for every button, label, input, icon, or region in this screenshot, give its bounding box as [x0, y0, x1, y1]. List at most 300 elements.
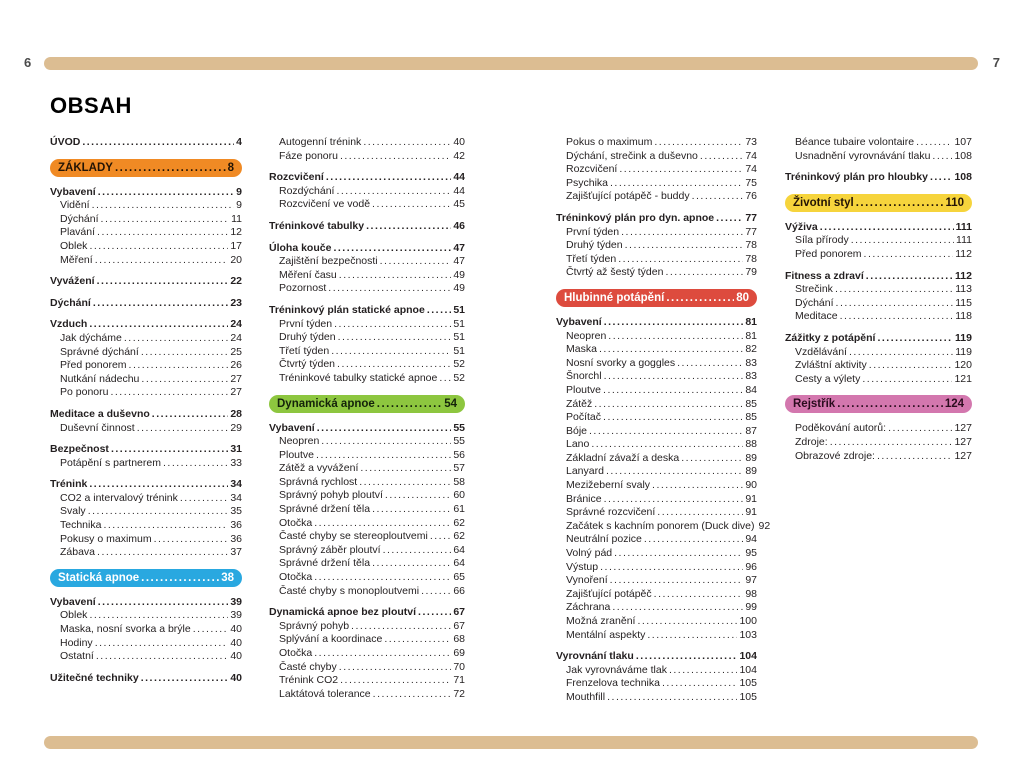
toc-entry-label: Otočka [279, 516, 313, 529]
toc-entry-page: 66 [453, 584, 465, 597]
toc-entry [269, 503, 465, 517]
toc-entry-page: 47 [453, 241, 465, 254]
toc-entry [556, 330, 757, 344]
dot-leader [101, 213, 230, 227]
toc-entry-label: Šnorchl [566, 370, 602, 383]
toc-entry-label: Maska, nosní svorka a brýle [60, 623, 191, 636]
toc-entry [50, 136, 242, 150]
toc-entry [785, 283, 972, 297]
dot-leader [103, 519, 228, 533]
toc-entry-label: Dýchání [50, 296, 91, 309]
toc-entry-label: Zajišťující potápěč - buddy [566, 190, 690, 203]
dot-leader [594, 398, 743, 412]
dot-leader [851, 234, 954, 248]
toc-entry-label: Nutkání nádechu [60, 372, 140, 385]
dot-leader [877, 450, 953, 464]
dot-leader [603, 384, 743, 398]
dot-leader [317, 422, 452, 436]
toc-entry [269, 422, 465, 436]
toc-entry-label: Dýchání [795, 296, 834, 309]
toc-entry [269, 435, 465, 449]
toc-entry [785, 450, 972, 464]
toc-entry-page: 89 [745, 465, 757, 478]
toc-entry-page: 107 [954, 136, 972, 148]
toc-entry-label: Ploutve [566, 383, 602, 396]
toc-entry [556, 506, 757, 520]
dot-leader [610, 574, 744, 588]
dot-leader [657, 506, 743, 520]
dot-leader [359, 476, 451, 490]
dot-leader [321, 435, 451, 449]
toc-entry-page: 24 [230, 331, 242, 344]
toc-entry-label: Cesty a výlety [795, 372, 861, 385]
toc-entry [50, 650, 242, 664]
toc-entry [50, 213, 242, 227]
toc-entry-page: 51 [453, 344, 465, 357]
dot-leader [154, 533, 229, 547]
toc-entry-label: Správné rozcvičení [566, 506, 656, 519]
toc-entry [269, 242, 465, 256]
toc-entry-label: Před ponorem [795, 247, 862, 260]
dot-leader [141, 373, 228, 387]
toc-entry-page: 92 [758, 519, 771, 532]
toc-entry-label: Béance tubaire volontaire [795, 136, 915, 148]
toc-entry-page: 52 [453, 358, 465, 371]
toc-section-pill [785, 194, 972, 212]
dot-leader [837, 397, 943, 411]
toc-entry [556, 226, 757, 240]
toc-entry-label: Poděkování autorů: [795, 422, 887, 435]
toc-entry [269, 476, 465, 490]
toc-entry [50, 672, 242, 686]
page-number-right: 7 [992, 55, 1000, 70]
dot-leader [351, 620, 451, 634]
toc-entry [785, 150, 972, 164]
dot-leader [603, 411, 743, 425]
toc-entry [269, 171, 465, 185]
toc-entry-label: Duševní činnost [60, 421, 135, 434]
toc-entry-label: Vybavení [50, 185, 96, 198]
dot-leader [110, 386, 228, 400]
toc-entry-page: 67 [453, 619, 465, 632]
toc-entry-label: Zdroje: [795, 435, 828, 448]
dot-leader [328, 282, 451, 296]
toc-entry-label: Svaly [60, 505, 86, 518]
toc-entry [50, 533, 242, 547]
toc-entry-page: 120 [954, 359, 972, 372]
toc-entry-label: Záchrana [566, 601, 611, 614]
toc-entry-label: Hodiny [60, 636, 93, 649]
toc-entry [269, 198, 465, 212]
toc-entry-label: Rozcvičení ve vodě [279, 198, 371, 211]
toc-entry-label: Vynoření [566, 574, 608, 587]
toc-entry [556, 493, 757, 507]
toc-entry [50, 478, 242, 492]
toc-section-pill [556, 289, 757, 307]
toc-entry-label: Bezpečnost [50, 443, 109, 456]
toc-entry [50, 226, 242, 240]
dot-leader [95, 637, 229, 651]
dot-leader [608, 330, 743, 344]
dot-leader [97, 275, 229, 289]
dot-leader [340, 150, 451, 164]
toc-entry-page: 23 [230, 296, 242, 309]
toc-entry [556, 370, 757, 384]
dot-leader [820, 221, 954, 235]
toc-entry-page: 67 [453, 606, 465, 619]
dot-leader [384, 633, 451, 647]
toc-entry [785, 136, 972, 150]
toc-entry-page: 108 [954, 171, 972, 184]
toc-entry-page: 57 [453, 462, 465, 475]
dot-leader [141, 571, 219, 585]
toc-entry-page: 94 [745, 533, 757, 546]
toc-entry-page: 74 [745, 149, 757, 162]
dot-leader [849, 346, 953, 360]
toc-entry-page: 12 [230, 226, 242, 239]
toc-entry [785, 436, 972, 450]
toc-entry [556, 438, 757, 452]
toc-entry [269, 255, 465, 269]
dot-leader [654, 588, 744, 602]
toc-entry [50, 373, 242, 387]
toc-entry-label: Oblek [60, 239, 88, 252]
dot-leader [427, 304, 452, 318]
toc-entry-page: 40 [230, 650, 242, 663]
toc-entry-label: Mentální aspekty [566, 628, 646, 641]
dot-leader [591, 438, 743, 452]
toc-column-2 [269, 136, 465, 701]
toc-entry-label: Trénink CO2 [279, 674, 339, 687]
toc-entry-label: Trénink [50, 478, 88, 491]
toc-entry [50, 275, 242, 289]
toc-entry-label: Plavání [60, 226, 96, 239]
toc-entry [50, 596, 242, 610]
toc-entry [50, 492, 242, 506]
toc-entry-label: Zajištění bezpečnosti [279, 255, 378, 268]
toc-entry-page: 85 [745, 411, 757, 424]
toc-entry [269, 571, 465, 585]
toc-entry-page: 60 [453, 489, 465, 502]
toc-entry-page: 68 [453, 633, 465, 646]
toc-entry [785, 422, 972, 436]
toc-entry-label: Druhý týden [279, 331, 336, 344]
dot-leader [932, 150, 952, 164]
dot-leader [129, 359, 229, 373]
dot-leader [830, 436, 953, 450]
toc-entry [269, 620, 465, 634]
toc-entry [50, 386, 242, 400]
toc-entry [556, 150, 757, 164]
toc-entry-label: Časté chyby [279, 660, 337, 673]
toc-entry-label: Čtvrtý až šestý týden [566, 266, 664, 279]
toc-entry-page: 9 [236, 199, 242, 212]
toc-entry-label: Měření času [279, 268, 337, 281]
toc-entry-label: Jak dýcháme [60, 331, 122, 344]
toc-entry-page: 22 [230, 275, 242, 288]
toc-entry-label: Základní závaží a deska [566, 451, 680, 464]
toc-entry [556, 547, 757, 561]
dot-leader [669, 664, 738, 678]
toc-entry-page: 49 [453, 282, 465, 295]
toc-entry-label: Otočka [279, 647, 313, 659]
dot-leader [652, 479, 743, 493]
dot-leader [836, 297, 954, 311]
toc-entry [50, 240, 242, 254]
toc-entry [556, 519, 771, 534]
toc-entry-label: Správný záběr ploutví [279, 543, 381, 556]
toc-entry [269, 304, 465, 318]
toc-entry-label: Neopren [566, 329, 607, 342]
dot-leader [621, 226, 743, 240]
dot-leader [604, 493, 744, 507]
toc-entry [556, 398, 757, 412]
dot-leader [840, 310, 954, 324]
toc-entry-page: 40 [230, 671, 242, 684]
toc-entry [785, 332, 972, 346]
toc-entry-label: Laktátová tolerance [279, 687, 371, 700]
toc-entry-label: Vzdělávání [795, 345, 847, 358]
toc-entry-label: Technika [60, 519, 102, 532]
dot-leader [862, 373, 952, 387]
toc-entry-page: 44 [453, 171, 465, 184]
dot-leader [589, 425, 743, 439]
toc-entry-page: 31 [230, 443, 242, 456]
dot-leader [366, 220, 451, 234]
dot-leader [314, 571, 451, 585]
toc-entry [50, 359, 242, 373]
toc-entry-page: 112 [955, 247, 972, 260]
toc-entry-page: 37 [230, 546, 242, 559]
toc-entry-page: 77 [745, 225, 757, 238]
toc-entry [785, 171, 972, 185]
toc-entry [50, 637, 242, 651]
toc-entry-label: Mouthfill [566, 690, 606, 703]
dot-leader [316, 449, 451, 463]
toc-entry [785, 359, 972, 373]
toc-entry-page: 113 [955, 283, 972, 296]
toc-entry-page: 83 [745, 370, 757, 383]
toc-entry-page: 40 [230, 623, 242, 636]
toc-entry [785, 297, 972, 311]
toc-entry-label: Rozcvičení [566, 163, 618, 176]
dot-leader [654, 136, 743, 150]
toc-entry-page: 17 [230, 239, 242, 252]
toc-entry-page: 88 [745, 438, 757, 451]
dot-leader [869, 359, 953, 373]
toc-entry-label: Tréninkové tabulky statické apnoe [279, 371, 438, 384]
toc-entry-label: Správné držení těla [279, 557, 371, 570]
toc-entry-page: 47 [453, 255, 465, 268]
dot-leader [716, 212, 743, 226]
toc-entry [50, 546, 242, 560]
toc-entry-label: Čtvrtý týden [279, 358, 336, 371]
toc-entry-label: Vybavení [50, 595, 96, 608]
toc-entry-page: 39 [230, 609, 242, 622]
toc-entry [556, 266, 757, 280]
toc-entry-page: 52 [453, 371, 465, 384]
toc-entry-page: 26 [230, 359, 242, 372]
toc-entry-page: 24 [230, 318, 242, 331]
toc-entry-page: 75 [745, 176, 757, 189]
dot-leader [340, 674, 451, 688]
toc-entry-label: Zábava [60, 546, 96, 559]
toc-entry-label: Třetí týden [279, 344, 330, 357]
dot-leader [338, 331, 452, 345]
toc-entry-page: 87 [745, 424, 757, 437]
toc-entry [50, 505, 242, 519]
dot-leader [418, 606, 451, 620]
toc-entry-label: Vidění [60, 199, 90, 212]
toc-entry-page: 46 [453, 219, 465, 232]
toc-entry-label: První týden [566, 225, 620, 238]
toc-entry [269, 449, 465, 463]
dot-leader [665, 266, 743, 280]
toc-entry-page: 27 [230, 386, 242, 399]
toc-entry [556, 561, 757, 575]
toc-entry-page: 98 [745, 587, 757, 600]
toc-section-pill [269, 395, 465, 413]
toc-entry-label: Bránice [566, 492, 602, 505]
toc-entry-page: 39 [230, 595, 242, 608]
dot-leader [610, 177, 743, 191]
dot-leader [692, 190, 744, 204]
toc-entry [269, 269, 465, 283]
dot-leader [373, 688, 452, 702]
toc-entry-label: Životní styl [793, 196, 854, 209]
dot-leader [835, 283, 953, 297]
toc-entry-page: 20 [230, 253, 242, 266]
toc-entry-page: 34 [230, 478, 242, 491]
toc-entry-label: Pokus o maximum [566, 136, 653, 148]
toc-entry-label: Mezižeberní svaly [566, 479, 651, 492]
toc-section-pill [785, 395, 972, 413]
dot-leader [152, 408, 229, 422]
toc-entry-label: Strečink [795, 283, 833, 296]
dot-leader [314, 647, 451, 661]
toc-entry [269, 544, 465, 558]
toc-entry-page: 56 [453, 448, 465, 461]
toc-entry-label: Oblek [60, 609, 88, 622]
toc-entry-label: Frenzelova technika [566, 677, 660, 690]
dot-leader [97, 546, 228, 560]
toc-entry [269, 517, 465, 531]
dot-leader [92, 199, 235, 213]
toc-entry [269, 661, 465, 675]
toc-entry [556, 574, 757, 588]
toc-entry [556, 316, 757, 330]
dot-leader [331, 345, 451, 359]
toc-entry-label: Rejstřík [793, 398, 836, 411]
toc-entry-page: 127 [954, 449, 972, 462]
toc-entry [556, 343, 757, 357]
toc-entry-label: Otočka [279, 571, 313, 584]
dot-leader [888, 422, 952, 436]
dot-leader [604, 370, 744, 384]
dot-leader [97, 226, 228, 240]
dot-leader [334, 318, 451, 332]
toc-entry-page: 40 [230, 636, 242, 649]
dot-leader [385, 489, 451, 503]
toc-entry-page: 82 [745, 343, 757, 356]
dot-leader [89, 318, 228, 332]
toc-entry-page: 33 [230, 456, 242, 469]
toc-entry-label: Rozcvičení [269, 171, 324, 184]
dot-leader [314, 517, 451, 531]
toc-entry-page: 100 [739, 615, 757, 627]
dot-leader [600, 561, 743, 575]
toc-entry-page: 38 [221, 571, 234, 584]
toc-entry-page: 70 [453, 660, 465, 673]
toc-entry-page: 124 [944, 398, 964, 411]
toc-entry [50, 254, 242, 268]
toc-entry-label: Druhý týden [566, 239, 623, 252]
toc-entry [269, 345, 465, 359]
toc-entry-label: Splývání a koordinace [279, 633, 383, 646]
toc-entry-page: 51 [453, 331, 465, 344]
toc-entry [785, 346, 972, 360]
toc-entry-page: 34 [230, 491, 242, 504]
dot-leader [647, 629, 737, 643]
toc-entry-page: 79 [745, 266, 757, 279]
dot-leader [372, 503, 451, 517]
toc-entry [50, 443, 242, 457]
toc-entry-page: 77 [745, 211, 757, 224]
toc-entry [50, 623, 242, 637]
toc-entry [556, 136, 757, 150]
dot-leader [866, 270, 953, 284]
dot-leader [430, 530, 451, 544]
toc-entry-page: 51 [453, 303, 465, 316]
toc-entry [50, 318, 242, 332]
toc-entry-label: Pozornost [279, 282, 327, 295]
toc-entry-label: Fitness a zdraví [785, 269, 864, 282]
toc-entry [556, 425, 757, 439]
dot-leader [326, 171, 451, 185]
toc-entry-label: Třetí týden [566, 252, 617, 265]
toc-entry-label: Nosní svorky a goggles [566, 356, 676, 369]
dot-leader [930, 171, 953, 185]
toc-entry [50, 408, 242, 422]
toc-entry [269, 136, 465, 150]
dot-leader [666, 291, 734, 305]
toc-entry [785, 310, 972, 324]
toc-entry-page: 78 [745, 239, 757, 252]
toc-entry-page: 118 [955, 310, 972, 323]
toc-entry-label: Výstup [566, 560, 599, 573]
toc-entry-page: 55 [453, 421, 465, 434]
toc-entry-label: Dynamická apnoe [277, 397, 375, 410]
dot-leader [383, 544, 452, 558]
toc-entry-page: 119 [955, 331, 972, 344]
dot-leader [604, 316, 744, 330]
toc-entry-label: První týden [279, 317, 333, 330]
toc-entry [269, 372, 465, 386]
toc-entry [556, 479, 757, 493]
dot-leader [180, 492, 228, 506]
toc-entry-label: CO2 a intervalový trénink [60, 491, 178, 504]
toc-entry [269, 557, 465, 571]
toc-entry [556, 212, 757, 226]
toc-entry-label: Výživa [785, 220, 818, 233]
toc-entry-page: 91 [745, 506, 757, 519]
toc-entry-page: 61 [453, 503, 465, 516]
toc-column-4 [785, 136, 972, 463]
toc-entry-page: 105 [739, 690, 757, 703]
toc-entry [556, 601, 757, 615]
toc-entry [50, 519, 242, 533]
page-number-left: 6 [24, 55, 32, 70]
